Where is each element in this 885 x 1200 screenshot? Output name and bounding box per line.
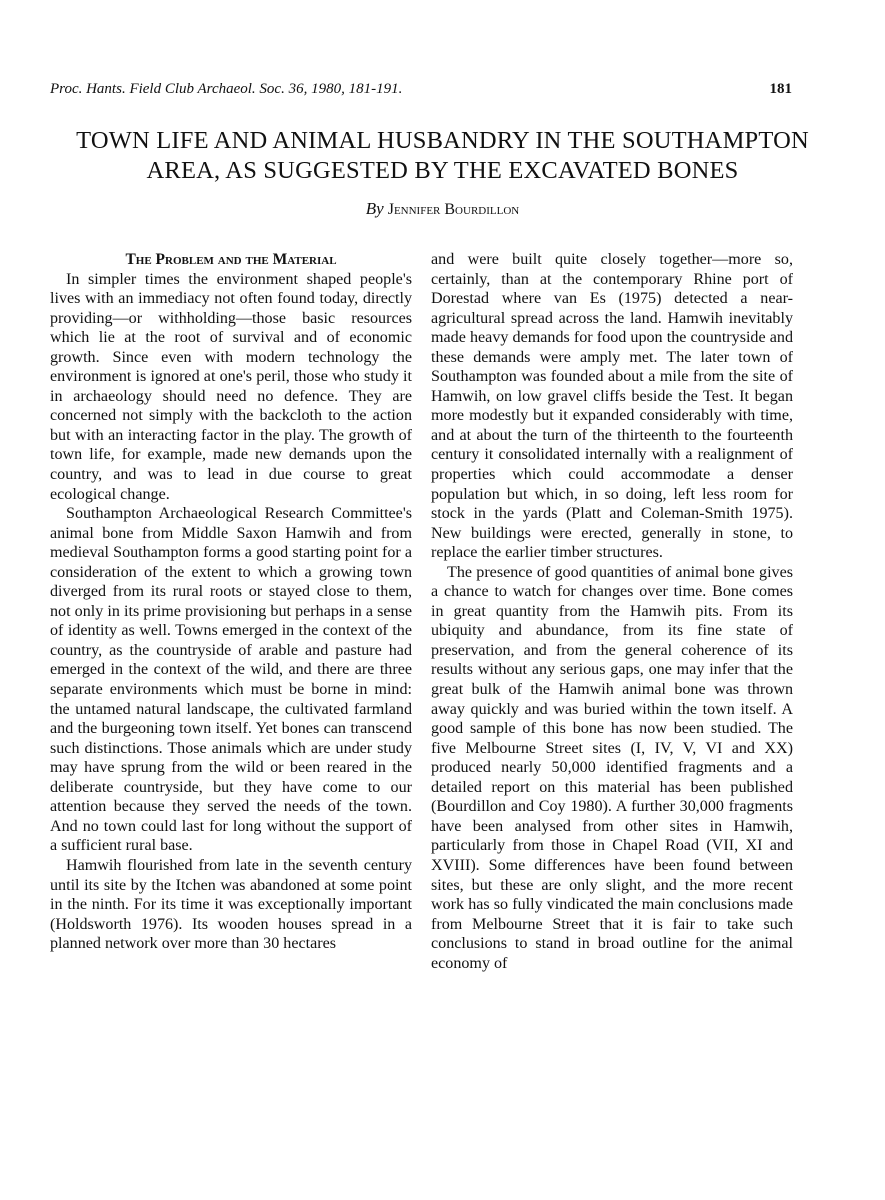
section-heading: The Problem and the Material: [125, 251, 337, 268]
paragraph: Hamwih flourished from late in the seventh century until its site by the Itchen was abandoned at some point in the ninth. For its time it was exceptionally important (Holdsworth 1976). Its wooden houses spread in a planned network over more than 30 hectares: [50, 856, 412, 953]
journal-citation: Proc. Hants. Field Club Archaeol. Soc. 36, 1980, 181-191.: [50, 81, 403, 97]
running-header: [50, 80, 792, 98]
page-number: 181: [769, 81, 792, 97]
author-name: Jennifer Bourdillon: [387, 201, 520, 218]
title-line-2: AREA, AS SUGGESTED BY THE EXCAVATED BONES: [146, 157, 739, 184]
title-line-1: TOWN LIFE AND ANIMAL HUSBANDRY IN THE SOUTHAMPTON: [76, 127, 809, 154]
paragraph: The presence of good quantities of animal bone gives a chance to watch for changes over time. Bone comes in great quantity from the Hamwih pits. From its ubiquity and abundance, from its fine state of preservation, and from the general coherence of its results without any serious gaps, one may infer that the great bulk of the Hamwih animal bone was thrown away quickly and was buried within the town itself. A good sample of this bone has now been studied. The five Melbourne Street sites (I, IV, V, VI and XX) produced nearly 50,000 identified fragments and a detailed report on this material has been published (Bourdillon and Coy 1980). A further 30,000 fragments have been analysed from other sites in Hamwih, particularly from those in Chapel Road (VII, XI and XVIII). Some differences have been found between sites, but these are only slight, and the more recent work has so fully vindicated the main conclusions made from Melbourne Street that it is fair to take such conclusions to stand in broad outline for the animal economy of: [431, 563, 793, 972]
paragraph: and were built quite closely together—more so, certainly, than at the contemporary Rhine port of Dorestad where van Es (1975) detected a near-agricultural spread across the land. Hamwih inevitably made heavy demands for food upon the countryside and these demands were amply met. The later town of Southampton was founded about a mile from the site of Hamwih, on low gravel cliffs beside the Test. It began more modestly but it expanded considerably with time, and at about the turn of the thirteenth to the fourteenth century it consolidated internally with a realignment of properties which could accommodate a denser population but which, in so doing, left less room for stock in the yards (Platt and Coleman-Smith 1975). New buildings were erected, generally in stone, to replace the earlier timber structures.: [431, 251, 793, 562]
paragraph: Southampton Archaeological Research Committee's animal bone from Middle Saxon Hamwih and from medieval Southampton forms a good starting point for a consideration of the extent to which a growing town diverged from its rural roots or stayed close to them, not only in its prime provisioning but perhaps in a sense of identity as well. Towns emerged in the context of the country, as the countryside of arable and pasture had emerged in the context of the wild, and there are three separate environments which must be borne in mind: the untamed natural landscape, the cultivated farmland and the burgeoning town itself. Yet bones can transcend such distinctions. Those animals which are under study may have sprung from the wild or been reared in the deliberate countryside, but they have come to our attention because they served the needs of the town. And no town could last for long without the support of a sufficient rural base.: [50, 505, 412, 855]
byline-prefix: By: [365, 199, 384, 218]
article-title: [20, 126, 865, 186]
left-column: [50, 250, 412, 954]
paragraph: In simpler times the environment shaped people's lives with an immediacy not often found today, directly providing—or withholding—those basic resources which lie at the root of survival and of economic growth. Since even with modern technology the environment is ignored at one's peril, those who study it in archaeology should need no defence. They are concerned not simply with the backcloth to the action but with an interacting factor in the play. The growth of town life, for example, made new demands upon the country, and was to lead in due course to great ecological change.: [50, 270, 412, 503]
right-column: [431, 250, 793, 973]
author-byline: [0, 199, 885, 219]
